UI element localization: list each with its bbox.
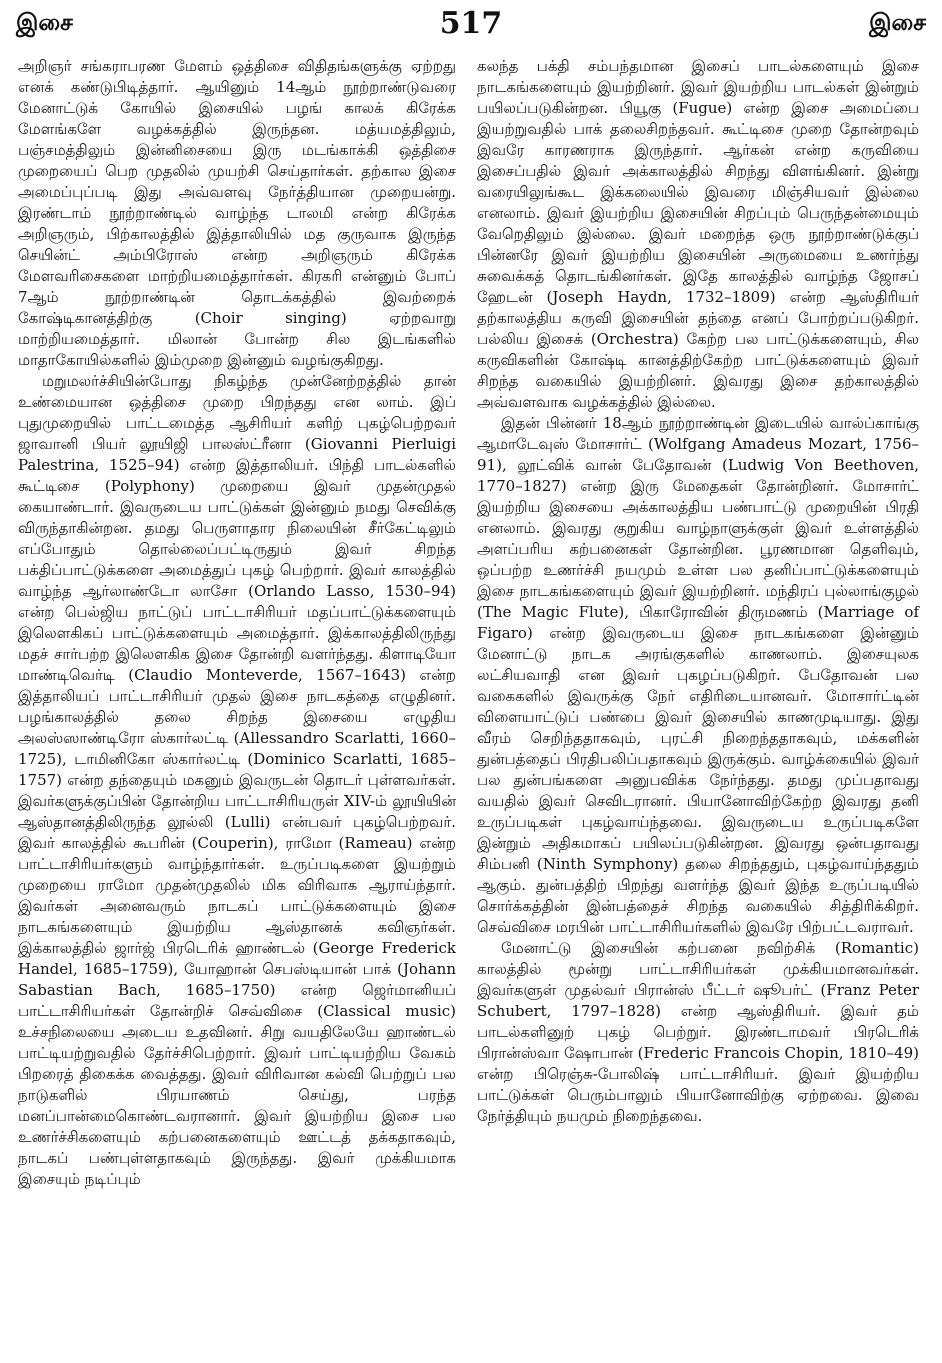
paragraph: இதன் பின்னர் 18ஆம் நூற்றாண்டின் இடையில் வால்ப்காங்கு ஆமாடேவுஸ் மோசார்ட் (Wolfgang Amadeus Mozart, 1756–91), லூட்விக் வான் பேதோவன் (Ludwig Von Beethoven, 1770–1827) என்ற இரு மேதைகள் தோன்றினர். மோசார்ட் இயற்றிய இசையை அக்காலத்திய பண்பாட்டு முறையின் பிரதி எனலாம். இவரது குறுகிய வாழ்நாளுக்குள் இவர் உள்ளத்தில் அளப்பரிய கற்பனைகள் தோன்றின. பூரணமான தெளிவும், ஒப்பற்ற உணர்ச்சி நயமும் உள்ள பல தனிப்பாட்டுக்களையும் இசை நாடகங்களையும் இவர் இயற்றினர். மந்திரப் புல்லாங்குழல் (The Magic Flute), பிகாரோவின் திருமணம் (Marriage of Figaro) என்ற இவருடைய இசை நாடகங்களை இன்னும் மேனாட்டு நாடக அரங்குகளில் காணலாம். இசையுலக லட்சியவாதி என இவர் புகழப்படுகிறர். பேதோவன் பல வகைகளில் இவருக்கு நேர் எதிரிடையானவர். மோசார்ட்டின் விளையாட்டுப் பண்பை இவர் இசையில் காணமுடியாது. இது வீரம் செறிந்ததாகவும், புரட்சி நிறைந்ததாகவும், மக்களின் துன்பத்தைப் பிரதிபலிப்பதாகவும் இருக்கும். வாழ்க்கையில் இவர் பல துன்பங்களை அனுபவிக்க நேர்ந்தது. தமது முப்பதாவது வயதில் இவர் செவிடரானர். பியானோவிற்கேற்ற இவரது தனி உருப்படிகள் புகழ்வாய்ந்தவை. இவருடைய உருப்படிகளே இன்றும் அதிகமாகப் பயிலப்படுகின்றன. இவரது ஒன்பதாவது சிம்பனி (Ninth Symphony) தலை சிறந்ததும், புகழ்வாய்ந்ததும் ஆகும். துன்பத்திற் பிறந்து வளர்ந்த இவர் இந்த உருப்படியில் சொர்க்கத்தின் இன்பத்தைச் சிறந்த வகையில் சித்திரிக்கிறர். செவ்விசை மரபின் பாட்டாசிரியர்களில் இவரே பிற்பட்டவராவர்.: [477, 414, 919, 936]
paragraph: அறிஞர் சங்கராபரண மேளம் ஒத்திசை விதிதங்களுக்கு ஏற்றது எனக் கண்டுபிடித்தார். ஆயினும் 14ஆம் நூற்றாண்டுவரை மேனாட்டுக் கோயில் இசையில் பழங் காலக் கிரேக்க மேளங்களே வழக்கத்தில் இருந்தன. மத்யமத்திலும், பஞ்சமத்திலும் இன்னிசையை இரு மடங்காக்கி ஒத்திசை முறையைப் பெற முதலில் முயற்சி செய்தார்கள். தற்கால இசை அமைப்புப்படி இது அவ்வளவு நேர்த்தியான முறையன்று. இரண்டாம் நூற்றாண்டில் வாழ்ந்த டாலமி என்ற கிரேக்க அறிஞரும், பிற்காலத்தில் இத்தாலியில் மத குருவாக இருந்த செயின்ட் அம்பிரோஸ் என்ற அறிஞரும் கிரேக்க மேளவரிசைகளை மாற்றியமைத்தார்கள். கிரகரி என்னும் போப் 7ஆம் நூற்றாண்டின் தொடக்கத்தில் இவற்றைக் கோஷ்டிகானத்திற்கு (Choir singing) ஏற்றவாறு மாற்றியமைத்தார். மிலான் போன்ற சில இடங்களில் மாதாகோயில்களில் இம்முறை இன்னும் வழங்குகிறது.: [18, 57, 456, 369]
running-title-left: இசை: [16, 10, 73, 36]
right-column: [477, 56, 919, 1127]
paragraph: கலந்த பக்தி சம்பந்தமான இசைப் பாடல்களையும் இசை நாடகங்களையும் இயற்றினர். இவர் இயற்றிய பாடல்கள் இன்றும் பயிலப்படுகின்றன. பியூகு (Fugue) என்ற இசை அமைப்பை இயற்றுவதில் பாக் தலைசிறந்தவர். கூட்டிசை முறை தோன்றவும் இவரே காரணராக இருந்தார். ஆர்கன் என்ற கருவியை இசைப்பதில் இவர் அக்காலத்தில் சிறந்து விளங்கினர். இன்று வரையிலுங்கூட இக்கலையில் இவரை மிஞ்சியவர் இல்லை எனலாம். இவர் இயற்றிய இசையின் சிறப்பும் பெருந்தன்மையும் வேறெதிலும் இல்லை. இவர் மறைந்த ஒரு நூற்றாண்டுக்குப் பின்னரே இவர் இயற்றிய இசையின் அருமையை உணர்ந்து சுவைக்கத் தொடங்கினர்கள். இதே காலத்தில் வாழ்ந்த ஜோசப் ஹேடன் (Joseph Haydn, 1732–1809) என்ற ஆஸ்திரியர் தற்காலத்திய கருவி இசையின் தந்தை எனப் போற்றப்படுகிறர். பல்லிய இசைக் (Orchestra) கேற்ற பல பாட்டுக்களையும், சில கருவிகளின் கோஷ்டி கானத்திற்கேற்ற பாட்டுக்களையும் இவர் சிறந்த வகையில் இயற்றினர். இவரது இசை தற்காலத்தில் அவ்வளவாக வழக்கத்தில் இல்லை.: [477, 57, 919, 411]
page-number: 517: [439, 6, 503, 41]
page-header: [0, 0, 942, 52]
paragraph: மறுமலர்ச்சியின்போது நிகழ்ந்த முன்னேற்றத்தில் தான் உண்மையான ஒத்திசை முறை பிறந்தது என லாம். இப் புதுமுறையில் பாட்டமைத்த ஆசிரியர் களிற் புகழ்பெற்றவர் ஜாவானி பியர் லூயிஜி பாலஸ்ட்ரீனா (Giovanni Pierluigi Palestrina, 1525–94) என்ற இத்தாலியர். பிந்தி பாடல்களில் கூட்டிசை (Polyphony) முறையை இவர் முதன்முதல் கையாண்டார். இவருடைய பாட்டுக்கள் இன்னும் நமது செவிக்கு விருந்தாகின்றன. தமது பெருளாதார நிலையின் சீர்கேட்டிலும் எப்போதும் தொல்லைப்பட்டிருதும் இவர் சிறந்த பக்திப்பாட்டுக்களை அமைத்துப் புகழ் பெற்றார். இவர் காலத்தில் வாழ்ந்த ஆர்லாண்டோ லாசோ (Orlando Lasso, 1530–94) என்ற பெல்ஜிய நாட்டுப் பாட்டாசிரியர் மதப்பாட்டுக்களையும் இலௌகிகப் பாட்டுக்களையும் அமைத்தார். இக்காலத்திலிருந்து மதச் சார்பற்ற இலௌகிக இசை தோன்றி வளர்ந்தது. கிளாடியோ மாண்டிவெர்டி (Claudio Monteverde, 1567–1643) என்ற இத்தாலியப் பாட்டாசிரியர் முதல் இசை நாடகத்தை எழுதினர். பழங்காலத்தில் தலை சிறந்த இசையை எழுதிய அலஸ்ஸாண்டிரோ ஸ்கார்லட்டி (Allessandro Scarlatti, 1660–1725), டாமினிகோ ஸ்கார்லட்டி (Dominico Scarlatti, 1685–1757) என்ற தந்தையும் மகனும் இவருடன் தொடர் புள்ளவர்கள். இவர்களுக்குப்பின் தோன்றிய பாட்டாசிரியருள் XIV-ம் லூயியின் ஆஸ்தானத்திலிருந்த லூல்லி (Lulli) என்பவர் புகழ்பெற்றவர். இவர் காலத்தில் கூபரின் (Couperin), ராமோ (Rameau) என்ற பாட்டாசிரியர்களும் வாழ்ந்தார்கள். உருப்படிகளை இயற்றும் முறையை ராமோ முதன்முதலில் மிக விரிவாக ஆராய்ந்தார். இவர்கள் அனைவரும் நாடகப் பாட்டுக்களையும் இசை நாடகங்களையும் இயற்றிய ஆஸ்தானக் கவிஞர்கள். இக்காலத்தில் ஜார்ஜ் பிரடெரிக் ஹாண்டல் (George Frederick Handel, 1685–1759), யோஹான் செபஸ்டியான் பாக் (Johann Sabastian Bach, 1685–1750) என்ற ஜெர்மானியப் பாட்டாசிரியர்கள் தோன்றிச் செவ்விசை (Classical music) உச்சநிலையை அடைய உதவினர். சிறு வயதிலேயே ஹாண்டல் பாட்டியற்றுவதில் தேர்ச்சிபெற்றார். இவர் பாட்டியற்றிய வேகம் பிறரைத் திகைக்க வைத்தது. இவர் விரிவான கல்வி பெற்றுப் பல நாடுகளில் பிரயாணம் செய்து, பரந்த மனப்பான்மைகொண்டவரானார். இவர் இயற்றிய இசை பல உணர்ச்சிகளையும் கற்பனைகளையும் ஊட்டத் தக்கதாகவும், நாடகப் பண்புள்ளதாகவும் இருந்தது. இவர் முக்கியமாக இசையும் நடிப்பும்: [18, 372, 456, 1188]
paragraph: மேனாட்டு இசையின் கற்பனை நவிற்சிக் (Romantic) காலத்தில் மூன்று பாட்டாசிரியர்கள் முக்கியமானவர்கள். இவர்களுள் முதல்வர் பிரான்ஸ் பீட்டர் ஷூபர்ட் (Franz Peter Schubert, 1797–1828) என்ற ஆஸ்திரியர். இவர் தம் பாடல்களினுற் புகழ் பெற்றுர். இரண்டாமவர் பிரடெரிக் பிரான்ஸ்வா ஷோபான் (Frederic Francois Chopin, 1810–49) என்ற பிரெஞ்சு-போலிஷ் பாட்டாசிரியர். இவர் இயற்றிய பாட்டுக்கள் பெரும்பாலும் பியானோவிற்கு ஏற்றவை. இவை நேர்த்தியும் நயமும் நிறைந்தவை.: [477, 939, 919, 1125]
running-title-right: இசை: [869, 10, 926, 36]
left-column: [18, 56, 456, 1190]
